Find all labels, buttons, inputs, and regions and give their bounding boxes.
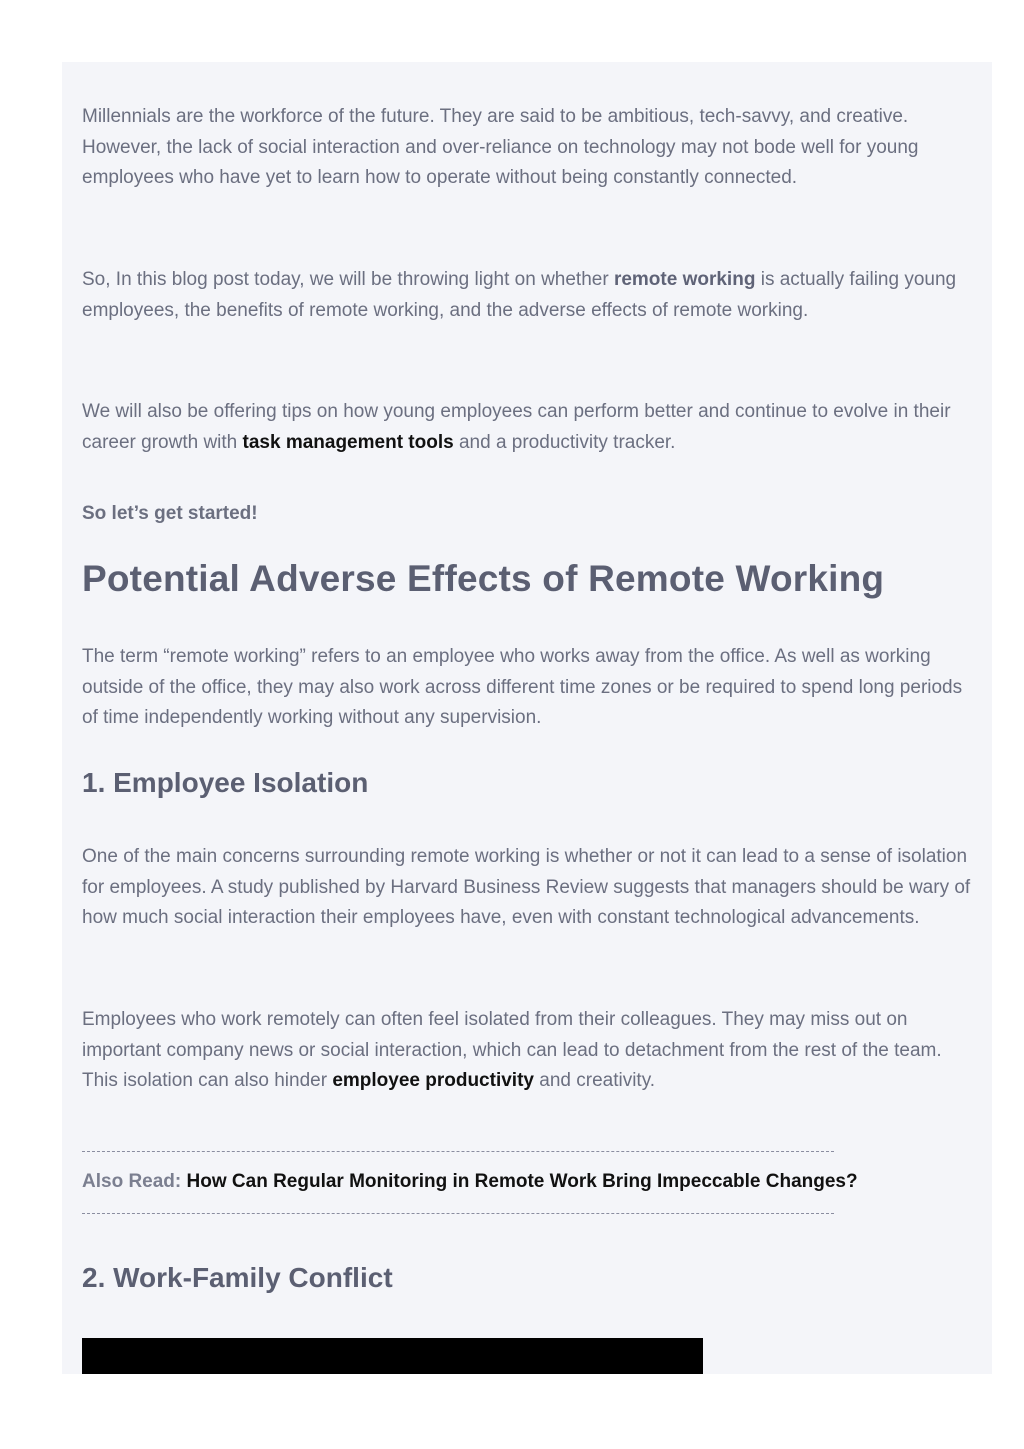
tips-paragraph bbox=[82, 397, 972, 458]
blog-purpose-text-after: is actually failing young employees, the benefits of remote working, and the adverse effects of remote working. bbox=[82, 269, 957, 321]
isolation-paragraph-1: One of the main concerns surrounding remote working is whether or not it can lead to a sense of isolation for employees. A study published by Harvard Business Review suggests that managers should be wary of how much social interaction their employees have, even with constant technological advancements. bbox=[82, 846, 971, 928]
intro-paragraph: Millennials are the workforce of the future. They are said to be ambitious, tech-savvy, and creative. However, the lack of social interaction and over-reliance on technology may not bode well for young employees who have yet to learn how to operate without being constantly connected. bbox=[82, 106, 919, 188]
definition-paragraph: The term “remote working” refers to an employee who works away from the office. As well as working outside of the office, they may also work across different time zones or be required to spend long periods of time independently working without any supervision. bbox=[82, 646, 963, 728]
employee-productivity-link[interactable]: employee productivity bbox=[332, 1070, 534, 1091]
section-heading-work-family-conflict: 2. Work-Family Conflict bbox=[82, 1262, 393, 1293]
section-heading-employee-isolation: 1. Employee Isolation bbox=[82, 767, 369, 798]
isolation-text-after: and creativity. bbox=[533, 1070, 656, 1091]
divider-top bbox=[82, 1151, 834, 1152]
tips-text-after: and a productivity tracker. bbox=[453, 431, 676, 453]
isolation-paragraph-2 bbox=[82, 1005, 972, 1097]
isolation-text-before: Employees who work remotely can often feel isolated from their colleagues. They may miss out on important company news or social interaction, which can lead to detachment from the rest of the team. This isolation can also hinder bbox=[82, 1009, 942, 1091]
main-heading: Potential Adverse Effects of Remote Working bbox=[82, 558, 885, 599]
also-read-link[interactable]: How Can Regular Monitoring in Remote Work Bring Impeccable Changes? bbox=[186, 1171, 858, 1192]
task-management-tools-link[interactable]: task management tools bbox=[242, 431, 454, 453]
also-read-label: Also Read: bbox=[82, 1171, 182, 1192]
get-started-text: So let’s get started! bbox=[82, 503, 258, 524]
blog-purpose-paragraph bbox=[82, 265, 972, 326]
image-placeholder bbox=[82, 1338, 703, 1374]
also-read bbox=[82, 1167, 858, 1197]
blog-purpose-text-before: So, In this blog post today, we will be throwing light on whether bbox=[82, 269, 614, 290]
article-card bbox=[62, 62, 992, 1374]
remote-working-bold: remote working bbox=[613, 269, 756, 290]
divider-bottom bbox=[82, 1213, 834, 1214]
tips-text-before: We will also be offering tips on how young employees can perform better and continue to evolve in their career growth with bbox=[82, 401, 951, 453]
